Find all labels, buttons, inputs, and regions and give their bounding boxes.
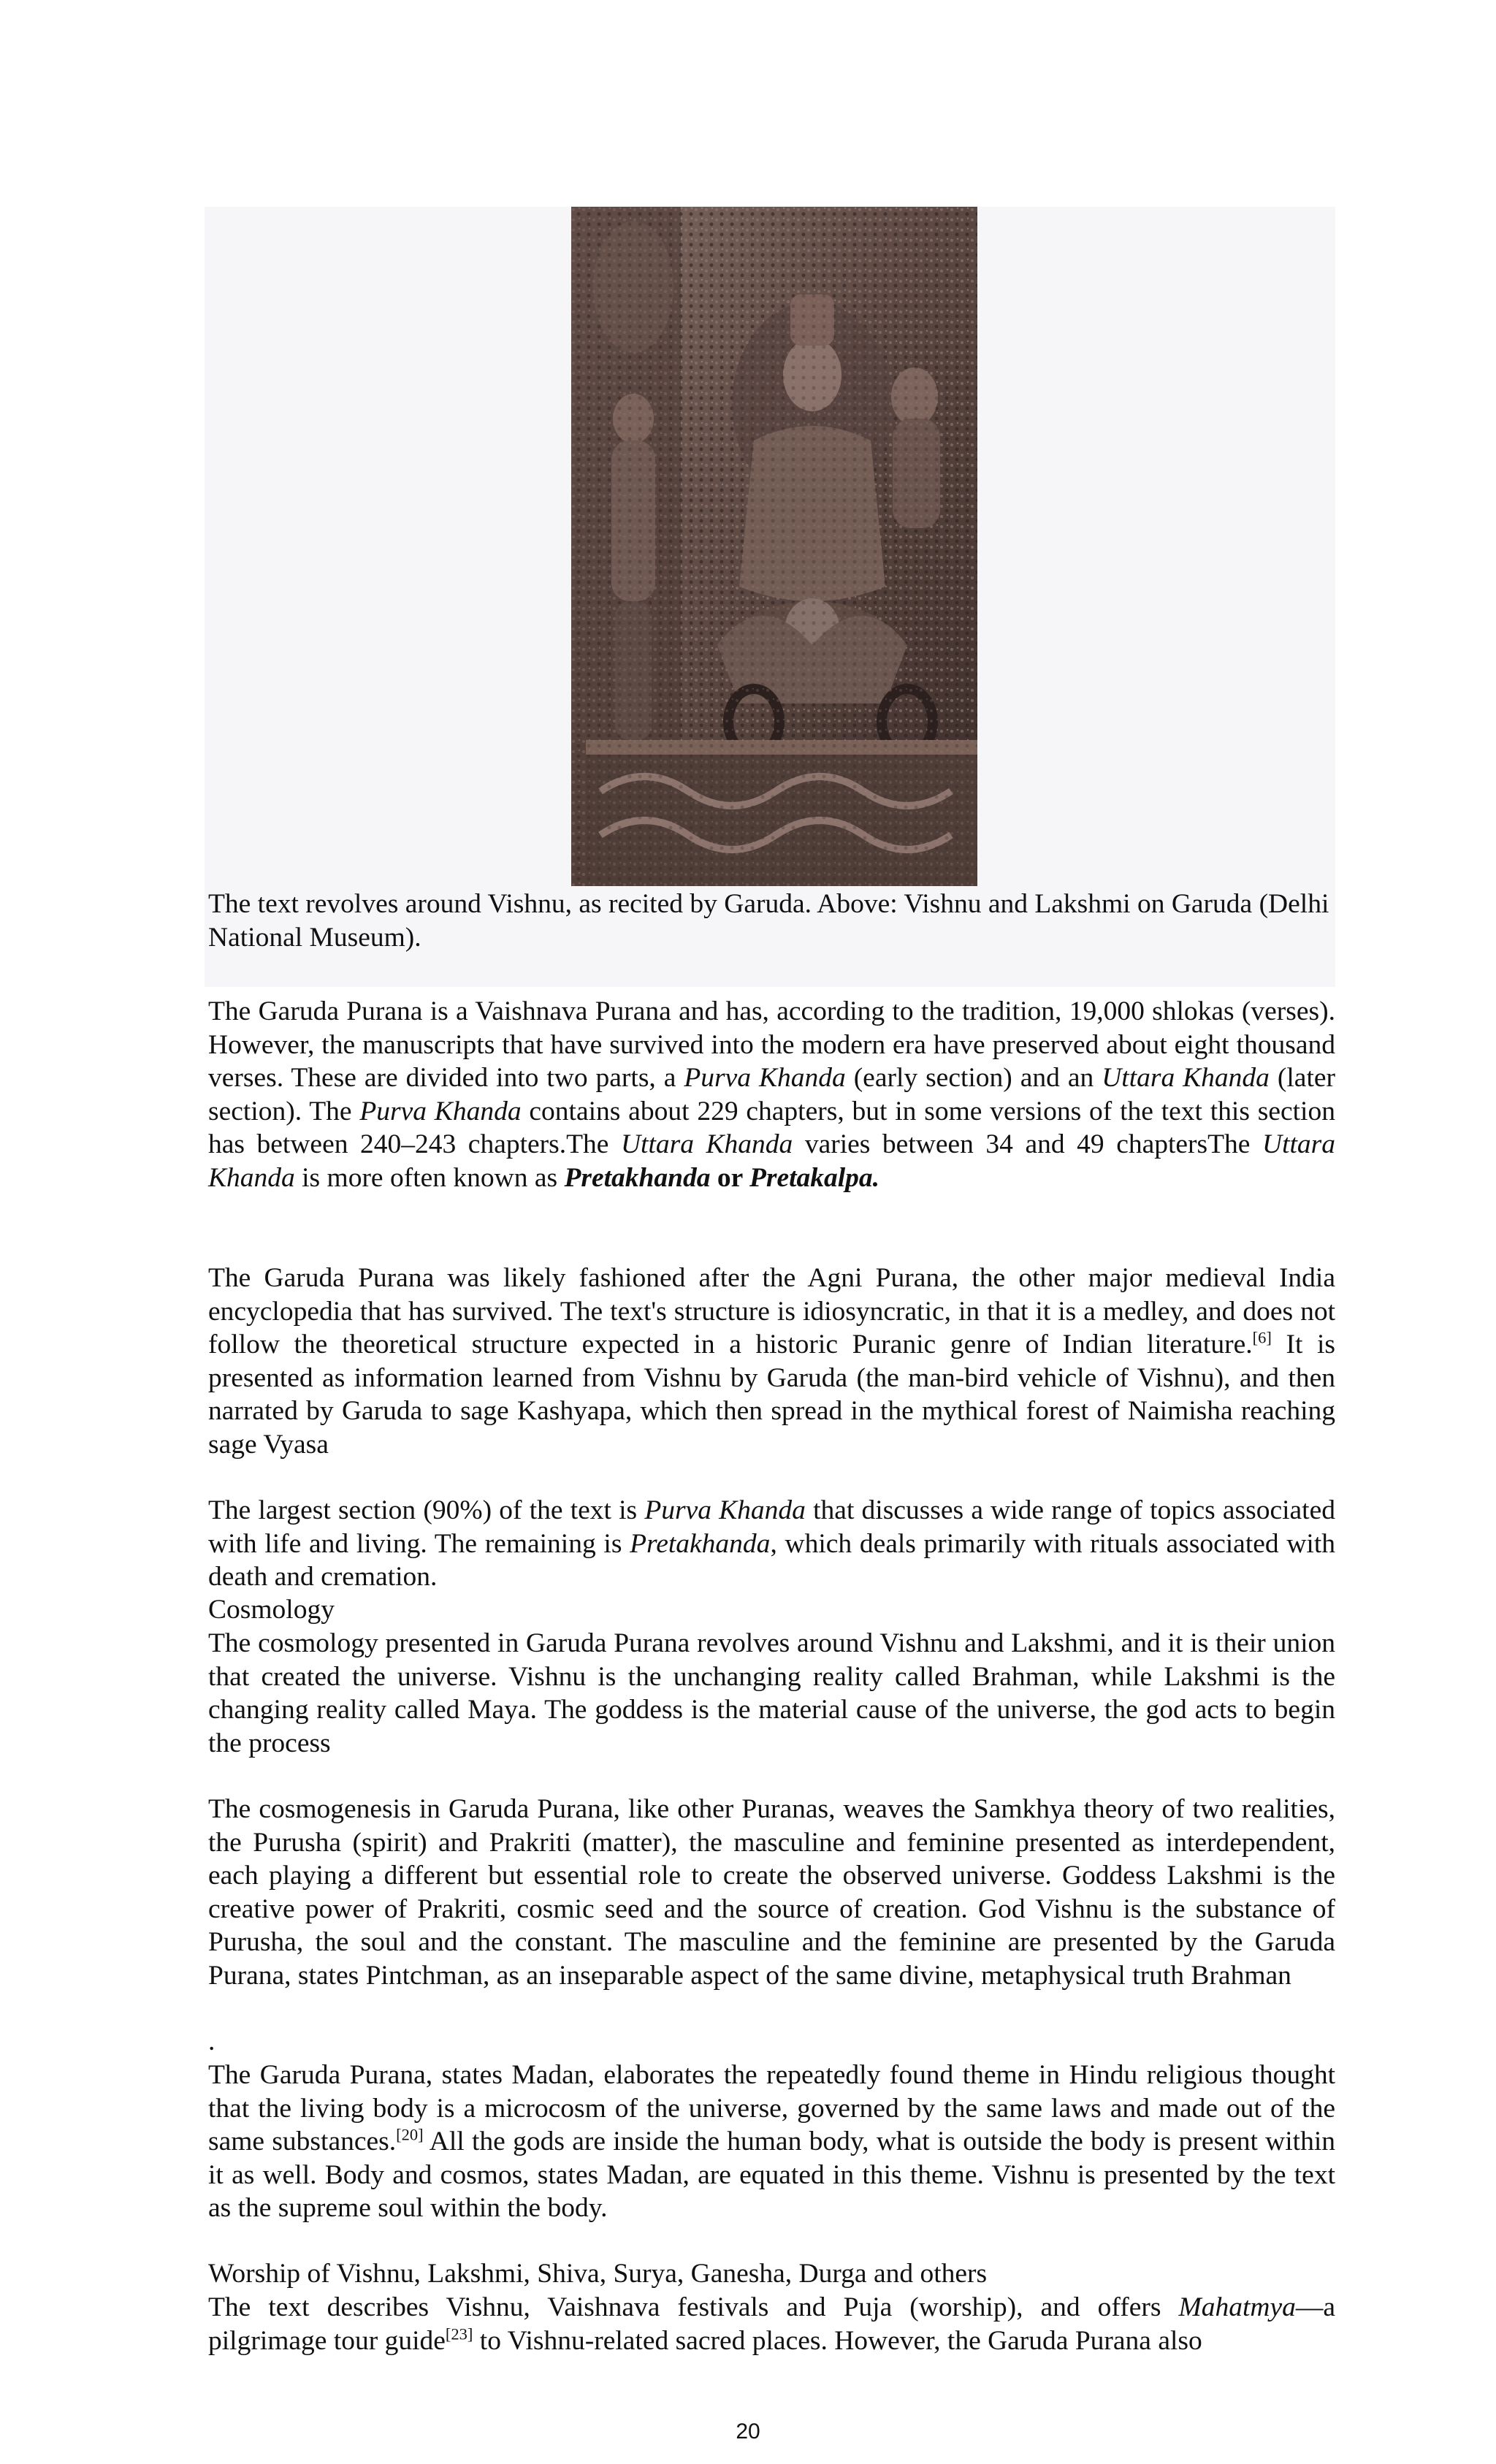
p2-citation[interactable]: [6] (1252, 1328, 1272, 1347)
page-number: 20 (736, 2419, 760, 2444)
p7-citation[interactable]: [23] (445, 2324, 473, 2343)
p6-a: The Garuda Purana, states Madan, elaborates the repeatedly found theme in Hindu religious thought that the living body is a microcosm of the universe, governed by the same laws and made out of the same substances. (208, 2060, 1335, 2156)
p1-l: Pretakhanda (564, 1162, 711, 1193)
p3-b: Purva Khanda (644, 1495, 806, 1525)
heading-worship: Worship of Vishnu, Lakshmi, Shiva, Surya, Ganesha, Durga and others (208, 2259, 988, 2289)
figure-caption: The text revolves around Vishnu, as recited by Garuda. Above: Vishnu and Lakshmi on Garuda (Delhi National Museum). (208, 889, 1329, 953)
p6-b: All the gods are inside the human body, what is outside the body is present within it as well. Body and cosmos, states Madan, are equated in this theme. Vishnu is presented by the text as the supreme soul within the body. (208, 2127, 1335, 2223)
paragraph-3 (208, 1494, 1335, 1594)
p7-a: The text describes Vishnu, Vaishnava festivals and Puja (worship), and offers (208, 2292, 1179, 2322)
p1-e: (later section). The (208, 1063, 1335, 1126)
p3-a: The largest section (90%) of the text is (208, 1495, 645, 1525)
p1-i: varies between 34 and 49 chaptersThe (793, 1129, 1262, 1159)
p7-c: —a pilgrimage tour guide (208, 2292, 1335, 2356)
p1-k: is more often known as (294, 1162, 565, 1193)
p1-d: Uttara Khanda (1102, 1063, 1270, 1093)
p2-b: It is presented as information learned from Vishnu by Garuda (the man-bird vehicle of Vishnu), and then narrated by Garuda to sage Kashyapa, which then spread in the mythical forest of Naimisha reaching sage Vyasa (208, 1330, 1335, 1460)
paragraph-2 (208, 1262, 1335, 1461)
paragraph-1 (208, 995, 1335, 1194)
p3-d: Pretakhanda (630, 1528, 771, 1559)
p6-citation[interactable]: [20] (396, 2125, 424, 2144)
p1-h: Uttara Khanda (620, 1129, 793, 1159)
p1-n: Pretakalpa. (749, 1162, 880, 1193)
p2-a: The Garuda Purana was likely fashioned after the Agni Purana, the other major medieval India encyclopedia that has survived. The text's structure is idiosyncratic, in that it is a medley, and does not follow the theoretical structure expected in a historic Puranic genre of Indian literature. (208, 1263, 1335, 1359)
paragraph-5: The cosmogenesis in Garuda Purana, like other Puranas, weaves the Samkhya theory of two realities, the Purusha (spirit) and Prakriti (matter), the masculine and feminine presented as interdependent, each playing a different but essential role to create the observed universe. Goddess Lakshmi is the creative power of Prakriti, cosmic seed and the source of creation. God Vishnu is the substance of Purusha, the soul and the constant. The masculine and the feminine are presented by the Garuda Purana, states Pintchman, as an inseparable aspect of the same divine, metaphysical truth Brahman (208, 1794, 1335, 1991)
p1-m: or (710, 1162, 749, 1193)
p7-b: Mahatmya (1178, 2292, 1296, 2322)
p7-d: to Vishnu-related sacred places. However, the Garuda Purana also (473, 2325, 1202, 2356)
p3-e: , which deals primarily with rituals associated with death and cremation. (208, 1528, 1335, 1592)
paragraph-4: The cosmology presented in Garuda Purana revolves around Vishnu and Lakshmi, and it is their union that created the universe. Vishnu is the unchanging reality called Brahman, while Lakshmi is the changing reality called Maya. The goddess is the material cause of the universe, the god acts to begin the process (208, 1628, 1335, 1758)
p1-b: Purva Khanda (684, 1063, 846, 1093)
heading-cosmology: Cosmology (208, 1595, 335, 1625)
p1-c: (early section) and an (845, 1063, 1102, 1093)
p1-f: Purva Khanda (359, 1096, 522, 1126)
paragraph-7 (208, 2291, 1335, 2357)
sculpture-illustration (571, 207, 977, 886)
sculpture-photo (571, 207, 977, 886)
p1-g: contains about 229 chapters, but in some versions of the text this section has between 240–243 chapters.The (208, 1096, 1335, 1159)
paragraph-6 (208, 2059, 1335, 2225)
p3-c: that discusses a wide range of topics associated with life and living. The remaining is (208, 1495, 1335, 1559)
separator-dot: . (208, 2026, 215, 2056)
p1-a: The Garuda Purana is a Vaishnava Purana and has, according to the tradition, 19,000 shlokas (verses). However, the manuscripts that have survived into the modern era have preserved about eight thousand verses. These are divided into two parts, a (208, 996, 1335, 1093)
p1-j: Uttara Khanda (208, 1129, 1335, 1193)
